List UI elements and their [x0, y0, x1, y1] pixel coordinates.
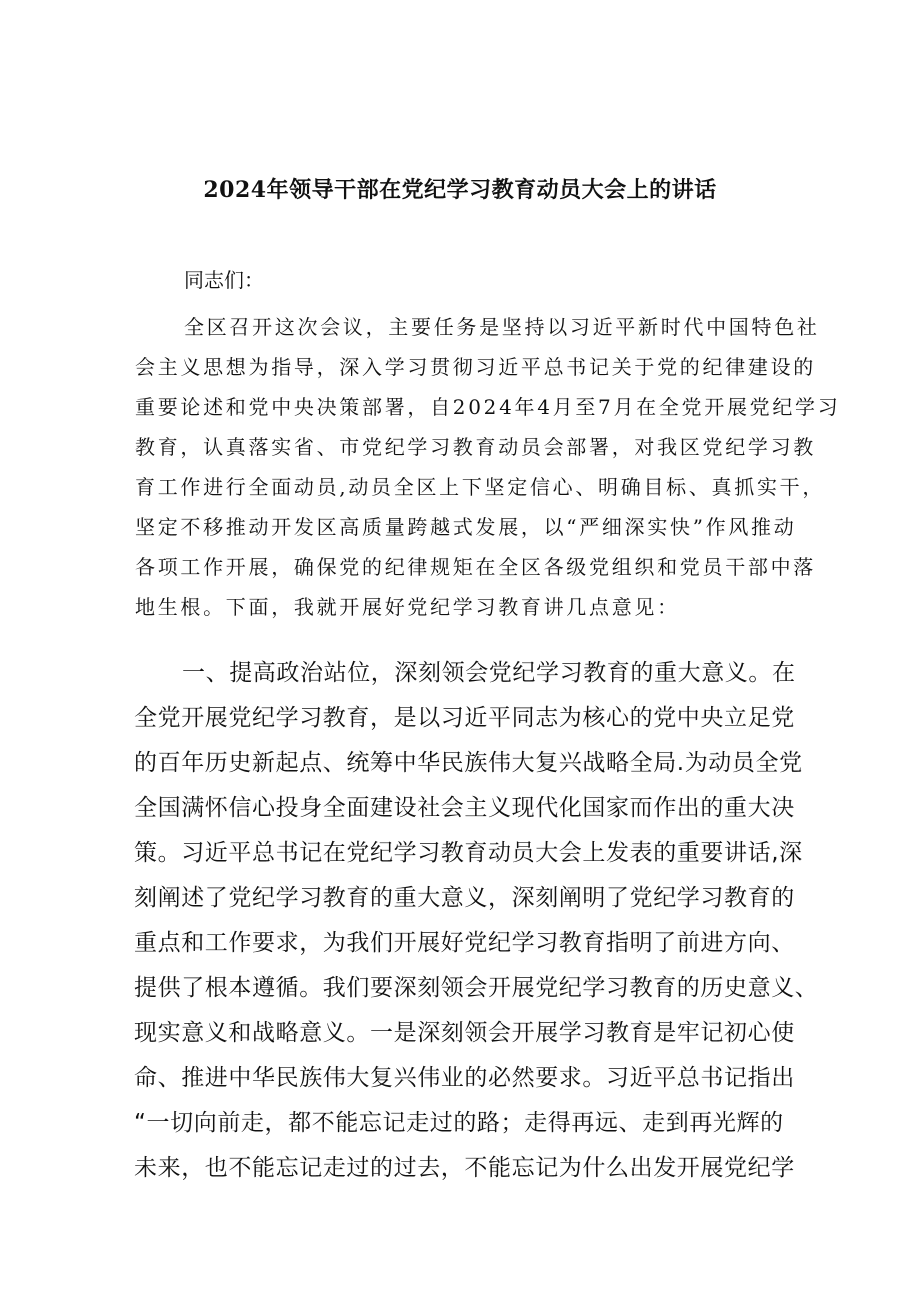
salutation: 同志们： [184, 268, 264, 292]
paragraph-2-line: 的百年历史新起点、统筹中华民族伟大复兴战略全局.为动员全党 [134, 750, 803, 776]
paragraph-2-line: 一、提高政治站位，深刻领会党纪学习教育的重大意义。在 [182, 660, 796, 686]
document-title: 2024年领导干部在党纪学习教育动员大会上的讲话 [203, 177, 717, 203]
paragraph-1-line: 重要论述和党中央决策部署，自2024年4月至7月在全党开展党纪学习 [135, 395, 841, 419]
paragraph-2-line: 未来，也不能忘记走过的过去，不能忘记为什么出发开展党纪学 [134, 1155, 795, 1181]
paragraph-2-line: 提供了根本遵循。我们要深刻领会开展党纪学习教育的历史意义、 [134, 975, 819, 1001]
paragraph-1-line: 地生根。下面，我就开展好党纪学习教育讲几点意见： [135, 595, 680, 619]
paragraph-1-line: 全区召开这次会议，主要任务是坚持以习近平新时代中国特色社 [184, 315, 820, 339]
paragraph-2-line: 命、推进中华民族伟大复兴伟业的必然要求。习近平总书记指出 [134, 1065, 795, 1091]
paragraph-1-line: 各项工作开展，确保党的纪律规矩在全区各级党组织和党员干部中落 [135, 555, 816, 579]
paragraph-1-line: 教育，认真落实省、市党纪学习教育动员会部署，对我区党纪学习教 [135, 435, 816, 459]
paragraph-1-line: 会主义思想为指导，深入学习贯彻习近平总书记关于党的纪律建设的 [135, 355, 816, 379]
paragraph-1-line: 育工作进行全面动员,动员全区上下坚定信心、明确目标、真抓实干， [135, 475, 826, 499]
paragraph-2-line: 全国满怀信心投身全面建设社会主义现代化国家而作出的重大决 [134, 795, 795, 821]
paragraph-2-line: 全党开展党纪学习教育，是以习近平同志为核心的党中央立足党 [134, 705, 795, 731]
paragraph-2-line: 现实意义和战略意义。一是深刻领会开展学习教育是牢记初心使 [134, 1020, 795, 1046]
paragraph-2-line: 策。习近平总书记在党纪学习教育动员大会上发表的重要讲话,深 [134, 840, 803, 866]
paragraph-2-line: 刻阐述了党纪学习教育的重大意义，深刻阐明了党纪学习教育的 [134, 885, 795, 911]
paragraph-2-line: “一切向前走，都不能忘记走过的路；走得再远、走到再光辉的 [134, 1110, 784, 1136]
paragraph-2-line: 重点和工作要求，为我们开展好党纪学习教育指明了前进方向、 [134, 930, 795, 956]
paragraph-1-line: 坚定不移推动开发区高质量跨越式发展，以“严细深实快”作风推动 [135, 515, 797, 539]
